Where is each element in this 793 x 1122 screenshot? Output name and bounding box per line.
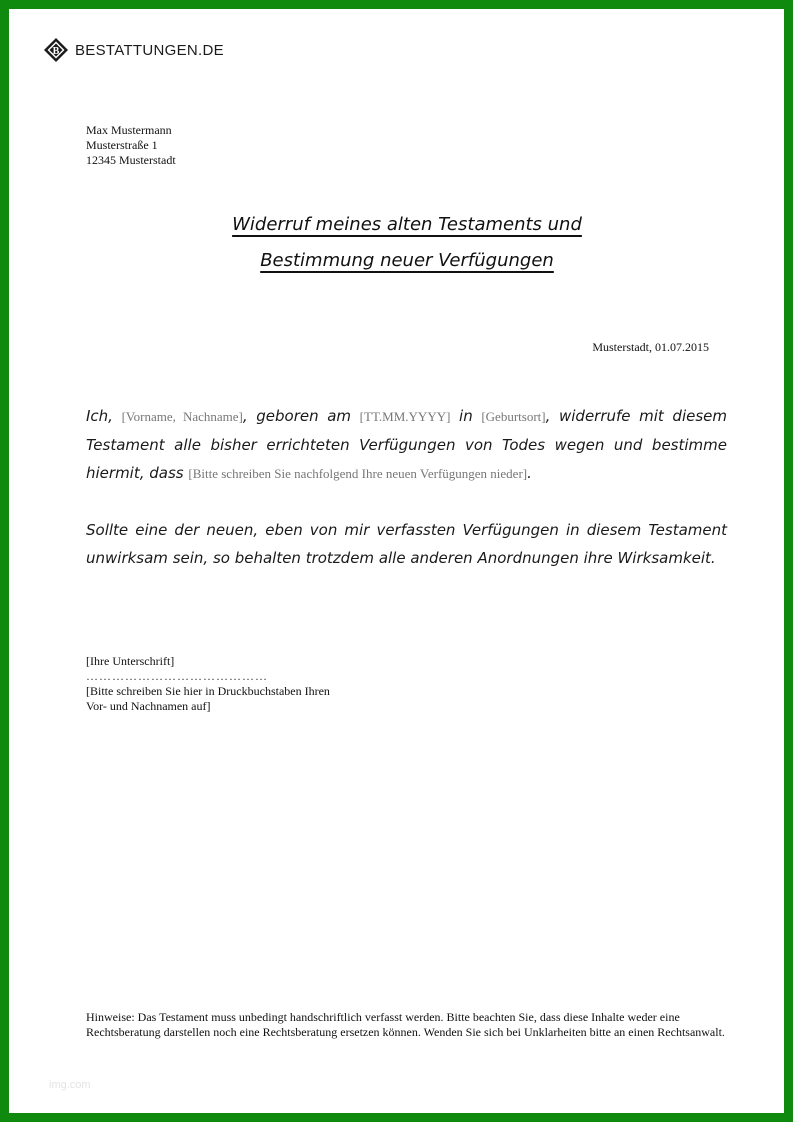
sender-street: Musterstraße 1 (86, 138, 158, 152)
placeholder-birthdate: [TT.MM.YYYY] (359, 409, 451, 424)
text-fragment: . (527, 464, 532, 482)
text-fragment: , widerrufe mit diesem Testament alle bisher errichteten Verfügungen von Todes wegen und bestimme hiermit, dass (86, 407, 728, 482)
print-name-line-2: Vor- und Nachnamen auf] (86, 699, 211, 713)
brand-logo[interactable] (43, 37, 224, 63)
document-title (149, 207, 665, 279)
title-line-2: Bestimmung neuer Verfügungen (260, 250, 554, 271)
legal-note: Hinweise: Das Testament muss unbedingt handschriftlich verfasst werden. Bitte beachten Sie, dass diese Inhalte weder eine Rechtsberatung darstellen noch eine Rechtsberatung ersetzen können. Wenden Sie sich bei Unklarheiten bitte an einen Rechtsanwalt. (86, 1010, 725, 1039)
title-line-1: Widerruf meines alten Testaments und (232, 214, 582, 235)
placeholder-name: [Vorname, Nachname] (121, 409, 243, 424)
text-fragment: in (450, 407, 482, 425)
logo-text: BESTATTUNGEN.DE (75, 41, 224, 59)
text-fragment: Ich, (86, 407, 122, 425)
placeholder-instructions: [Bitte schreiben Sie nachfolgend Ihre neuen Verfügungen nieder] (188, 466, 528, 481)
severability-paragraph: Sollte eine der neuen, eben von mir verfassten Verfügungen in diesem Testament unwirksam sein, so behalten trotzdem alle anderen Anordnungen ihre Wirksamkeit. (86, 521, 727, 567)
watermark: img.com (49, 1079, 91, 1091)
sender-city: 12345 Musterstadt (86, 153, 176, 167)
logo-letter: B (52, 46, 60, 57)
sender-address (86, 123, 176, 168)
sender-name: Max Mustermann (86, 123, 172, 137)
place-date: Musterstadt, 01.07.2015 (592, 340, 709, 354)
print-name-line-1: [Bitte schreiben Sie hier in Druckbuchstaben Ihren (86, 684, 330, 698)
diamond-logo-icon (43, 37, 69, 63)
signature-line: …………………………………… (86, 669, 268, 683)
signature-block (86, 654, 330, 714)
revocation-paragraph (86, 402, 727, 488)
signature-label: [Ihre Unterschrift] (86, 654, 175, 668)
text-fragment: , geboren am (242, 407, 360, 425)
placeholder-birthplace: [Geburtsort] (481, 409, 546, 424)
